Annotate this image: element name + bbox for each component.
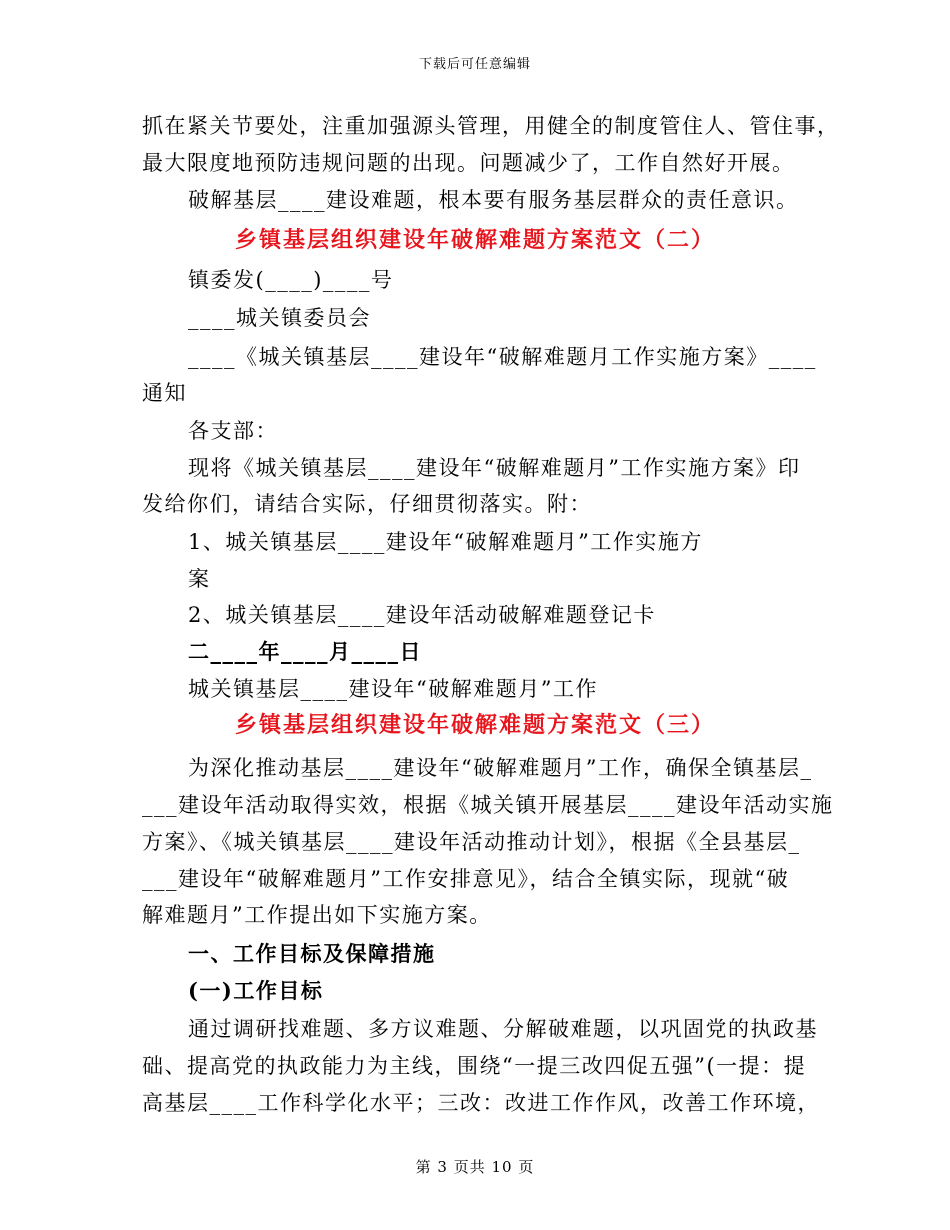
subheading: 一、工作目标及保障措施 bbox=[188, 941, 436, 966]
date-line: 二____年____月____日 bbox=[188, 639, 422, 664]
body-line: 破解基层____建设难题，根本要有服务基层群众的责任意识。 bbox=[188, 188, 799, 212]
salutation: 各支部： bbox=[188, 419, 278, 443]
body-line: 发给你们，请结合实际，仔细贯彻落实。附： bbox=[142, 492, 592, 516]
attachment-item: 2、城关镇基层____建设年活动破解难题登记卡 bbox=[188, 603, 656, 627]
body-line: ___建设年“破解难题月”工作安排意见》，结合全镇实际，现就“破 bbox=[142, 867, 790, 891]
body-line: 为深化推动基层____建设年“破解难题月”工作，确保全镇基层_ bbox=[188, 756, 813, 780]
body-line: 通过调研找难题、多方议难题、分解破难题，以巩固党的执政基 bbox=[188, 1017, 818, 1041]
subheading: (一)工作目标 bbox=[188, 978, 324, 1003]
body-line: 方案》、《城关镇基层____建设年活动推动计划》，根据《全县基层_ bbox=[142, 830, 801, 854]
attachment-item: 1、城关镇基层____建设年“破解难题月”工作实施方 bbox=[188, 530, 703, 554]
body-line: 高基层____工作科学化水平；三改：改进工作作风，改善工作环境， bbox=[142, 1091, 820, 1115]
body-line: 城关镇基层____建设年“破解难题月”工作 bbox=[188, 677, 598, 701]
attachment-item: 案 bbox=[188, 567, 211, 591]
notice-title-line: 通知 bbox=[142, 381, 187, 405]
section-heading: 乡镇基层组织建设年破解难题方案范文（二） bbox=[234, 227, 715, 253]
document-number: 镇委发(____)____号 bbox=[188, 268, 394, 292]
body-line: 础、提高党的执政能力为主线，围绕“一提三改四促五强”(一提：提 bbox=[142, 1054, 807, 1078]
body-line: 现将《城关镇基层____建设年“破解难题月”工作实施方案》印 bbox=[188, 456, 801, 480]
body-line: 抓在紧关节要处，注重加强源头管理，用健全的制度管住人、管住事， bbox=[142, 114, 840, 138]
page-number: 第 3 页共 10 页 bbox=[415, 1158, 535, 1176]
issuer-line: ____城关镇委员会 bbox=[188, 306, 371, 330]
section-heading: 乡镇基层组织建设年破解难题方案范文（三） bbox=[234, 712, 715, 738]
body-line: ___建设年活动取得实效，根据《城关镇开展基层____建设年活动实施 bbox=[142, 793, 834, 817]
notice-title-line: ____《城关镇基层____建设年“破解难题月工作实施方案》____ bbox=[188, 345, 817, 369]
body-line: 解难题月”工作提出如下实施方案。 bbox=[142, 903, 492, 927]
page-header-note: 下载后可任意编辑 bbox=[418, 57, 531, 72]
body-line: 最大限度地预防违规问题的出现。问题减少了，工作自然好开展。 bbox=[142, 151, 795, 175]
